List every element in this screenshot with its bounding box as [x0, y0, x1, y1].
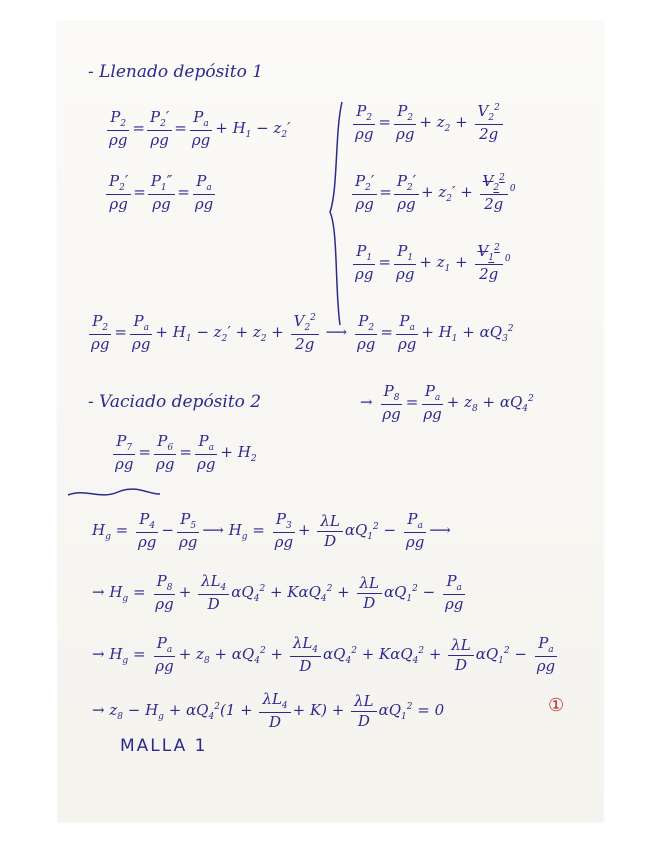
equation-p8: → $\frac{P_8}{\rho g}$ = $\frac{P_a}{\rho g}$ + $z_8 + \alpha Q_4^2$: [360, 382, 534, 424]
mesh-label-text: MALLA 1: [120, 736, 208, 756]
equation-hg-2: → $H_g$ = $\frac{P_8}{\rho g}$ + $\frac{\lambda L_4}{D}$ $\alpha Q_4^2 + K\alpha Q_4^2$ + $\frac{\lambda L}{D}$ $\alpha Q_1^2$ − $\frac{P_a}{\rho g}$: [92, 572, 464, 614]
equation-left-2: $\frac{P_2'}{\rho g}$ = $\frac{P_1''}{\rho g}$ = $\frac{P_a}{\rho g}$: [104, 172, 218, 214]
mesh-label: [120, 736, 207, 756]
equation-right-3: $\frac{P_1}{\rho g}$ = $\frac{P_1}{\rho g}$ + $z_1$ + $\frac{V_1^2}{2g}$ $^0$: [355, 242, 511, 284]
equation-left-1: $\frac{P_2}{\rho g}$ = $\frac{P_2'}{\rho g}$ = $\frac{P_a}{\rho g}$ + $H_1 - z_2'$: [109, 108, 291, 150]
equation-combined: $\frac{P_2}{\rho g}$ = $\frac{P_a}{\rho g}$ + $H_1 - z_2' + z_2$ + $\frac{V_2^2}{2g}$ ⟶ $\frac{P_2}{\rho g}$ = $\frac{P_a}{\rho g}$ + $H_1 + \alpha Q_3^2$: [91, 312, 514, 354]
heading-fill-tank-text: - Llenado depósito 1: [88, 62, 264, 82]
heading-fill-tank: [88, 62, 263, 82]
equation-p7: $\frac{P_7}{\rho g}$ = $\frac{P_6}{\rho g}$ = $\frac{P_a}{\rho g}$ + $H_2$: [115, 432, 257, 474]
equation-hg-3: → $H_g$ = $\frac{P_a}{\rho g}$ + $z_8 + \alpha Q_4^2$ + $\frac{\lambda L_4}{D}$ $\alpha Q_4^2 + K\alpha Q_4^2$ + $\frac{\lambda L}{D}$ $\alpha Q_1^2$ − $\frac{P_a}{\rho g}$: [92, 634, 556, 676]
equation-mesh-result: → $z_8 - H_g + \alpha Q_4^2(1$ + $\frac{\lambda L_4}{D}$ + K) + $\frac{\lambda L}{D}$ $\alpha Q_1^2 = 0$: [92, 690, 445, 732]
heading-empty-tank-text: - Vaciado depósito 2: [88, 392, 262, 412]
circled-one-text: ①: [548, 695, 565, 716]
equation-right-1: $\frac{P_2}{\rho g}$ = $\frac{P_2}{\rho g}$ + $z_2$ + $\frac{V_2^2}{2g}$: [350, 102, 505, 144]
circled-one-mark: [548, 695, 564, 716]
heading-empty-tank: [88, 392, 261, 412]
curly-brace: [330, 102, 342, 325]
equation-hg-1: $H_g$ = $\frac{P_4}{\rho g}$ − $\frac{P_5}{\rho g}$ ⟶ $H_g$ = $\frac{P_3}{\rho g}$ + $\frac{\lambda L}{D}$ $\alpha Q_1^2$ − $\frac{P_a}{\rho g}$ ⟶: [92, 510, 451, 552]
equation-right-2: $\frac{P_2'}{\rho g}$ = $\frac{P_2'}{\rho g}$ + $z_2'$ + $\frac{V_2^2}{2g}$ $^0$: [350, 172, 516, 214]
wavy-underline: [68, 489, 160, 495]
